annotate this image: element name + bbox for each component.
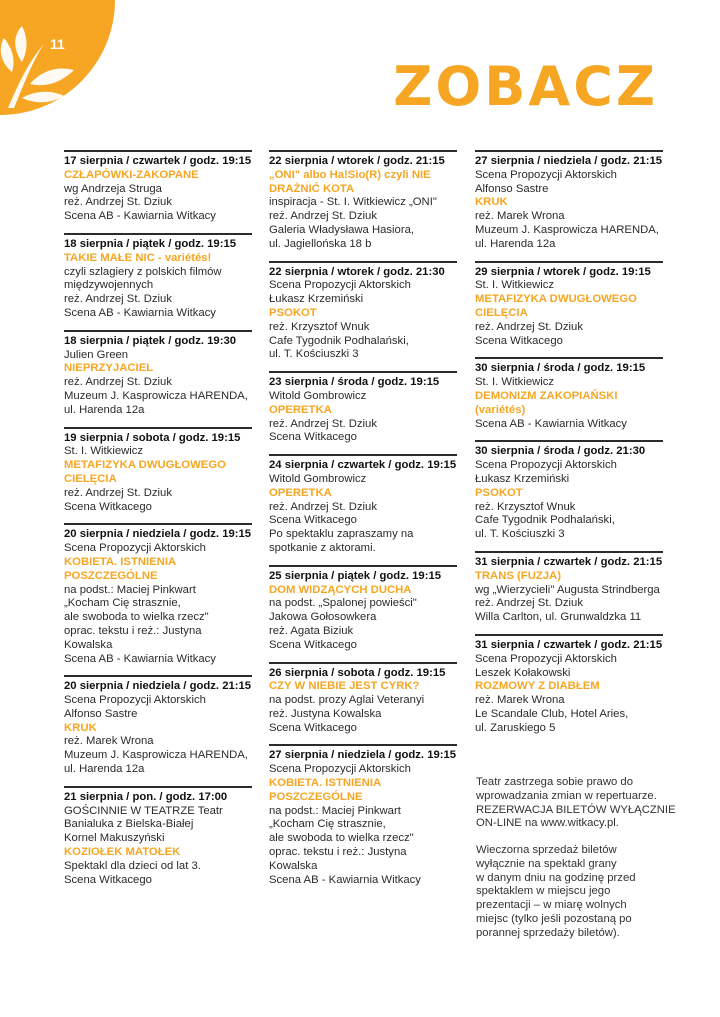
note-line: miejsc (tylko jeśli pozostaną po [476,912,632,925]
event-title: NIEPRZYJACIEL [64,362,154,375]
event-detail: wg Andrzeja Struga [64,182,162,195]
event-detail: reż. Justyna Kowalska [269,707,382,720]
event-detail: ul. Harenda 12a [64,403,145,416]
event-title: DRAŻNIĆ KOTA [269,182,355,195]
event-detail: Scena AB - Kawiarnia Witkacy [64,652,216,665]
event-detail: St. I. Witkiewicz [475,376,555,389]
event-detail: reż. Agata Biziuk [269,624,354,637]
event-date: 19 sierpnia / sobota / godz. 19:15 [64,431,241,444]
event-detail: inspiracja - St. I. Witkiewicz „ONI" [269,196,437,209]
event-detail: reż. Andrzej St. Dziuk [475,320,583,333]
event-detail: Scena Witkacego [269,514,357,527]
event-detail: ale swoboda to wielka rzecz" [64,611,209,624]
event-date: 25 sierpnia / piątek / godz. 19:15 [269,569,442,582]
event-date: 27 sierpnia / niedziela / godz. 19:15 [269,749,457,762]
event-detail: Kowalska [269,859,318,872]
event-detail: Scena AB - Kawiarnia Witkacy [269,873,421,886]
event-detail: Scena Propozycji Aktorskich [269,763,411,776]
event-detail: Łukasz Krzemiński [475,472,570,485]
note-line: prezentacji – w miarę wolnych [476,899,627,912]
event-detail: na podst.: Maciej Pinkwart [269,804,401,817]
event-detail: Willa Carlton, ul. Grunwaldzka 11 [475,611,642,624]
event-title: METAFIZYKA DWUGŁOWEGO [475,293,637,306]
event-entry [475,261,663,349]
event-detail: wg „Wierzycieli" Augusta Strindberga [475,583,660,596]
event-date: 26 sierpnia / sobota / godz. 19:15 [269,666,446,679]
event-date: 22 sierpnia / wtorek / godz. 21:30 [269,265,445,278]
event-title: TRANS (FUZJA) [475,569,561,582]
event-detail: Le Scandale Club, Hotel Aries, [475,707,629,720]
note-line: REZERWACJA BILETÓW WYŁĄCZNIE [476,803,676,816]
event-detail: reż. Andrzej St. Dziuk [64,293,172,306]
event-title: CIELĘCIA [475,306,528,319]
event-title: KOZIOŁEK MATOŁEK [64,846,181,859]
event-date: 30 sierpnia / środa / godz. 19:15 [475,362,646,375]
event-detail: Cafe Tygodnik Podhalański, [269,334,409,347]
event-detail: reż. Marek Wrona [475,210,565,223]
event-detail: Jakowa Gołosowkera [269,611,377,624]
event-detail: reż. Marek Wrona [64,735,154,748]
event-entry [64,523,252,666]
event-date: 18 sierpnia / piątek / godz. 19:15 [64,237,237,250]
event-entry [64,150,252,224]
event-detail: Alfonso Sastre [64,707,138,720]
event-date: 18 sierpnia / piątek / godz. 19:30 [64,334,237,347]
event-detail: Cafe Tygodnik Podhalański, [475,514,615,527]
event-title: OPERETKA [269,486,332,499]
event-detail: Alfonso Sastre [475,182,549,195]
event-detail: Scena Propozycji Aktorskich [475,652,617,665]
note-line: wyłącznie na spektakl grany [476,857,617,870]
event-detail: na podst.: Maciej Pinkwart [64,583,196,596]
event-title: KRUK [475,196,508,209]
event-detail: Witold Gombrowicz [269,472,367,485]
event-detail: spotkanie z aktorami. [269,541,376,554]
note-line: Teatr zastrzega sobie prawo do [476,776,633,788]
event-detail: Scena AB - Kawiarnia Witkacy [64,210,216,223]
event-detail: Scena Propozycji Aktorskich [64,542,206,555]
event-date: 21 sierpnia / pon. / godz. 17:00 [64,790,228,803]
event-detail: reż. Andrzej St. Dziuk [64,376,172,389]
event-title: ROZMOWY Z DIABŁEM [475,680,600,693]
event-entry [475,634,663,736]
event-title: DOM WIDZĄCYCH DUCHA [269,583,412,596]
event-entry [64,675,252,777]
event-detail: Scena Witkacego [475,334,563,347]
event-entry [269,565,457,653]
event-entry [475,357,663,431]
note-line: porannej sprzedaży biletów). [476,926,620,939]
event-title: POSZCZEGÓLNE [64,569,158,582]
event-entry [64,786,252,888]
note-line: wprowadzania zmian w repertuarze. [476,789,657,802]
event-date: 24 sierpnia / czwartek / godz. 19:15 [269,459,457,472]
event-detail: Leszek Kołakowski [475,666,571,679]
event-detail: na podst. „Spalonej powieści" [269,597,417,610]
event-entry [475,551,663,625]
event-detail: Scena Propozycji Aktorskich [475,168,617,181]
page-number: 11 [50,36,65,52]
note-line: Wieczorna sprzedaż biletów [476,844,617,856]
event-detail: Scena Propozycji Aktorskich [475,459,617,472]
schedule-column-2 [269,150,457,896]
event-entry [64,427,252,515]
event-date: 20 sierpnia / niedziela / godz. 19:15 [64,528,252,541]
event-title: CZŁAPÓWKI-ZAKOPANE [64,168,199,181]
event-detail: Witold Gombrowicz [269,389,367,402]
event-detail: międzywojennych [64,279,154,292]
event-detail: „Kocham Cię strasznie, [64,597,181,610]
event-title: CZY W NIEBIE JEST CYRK? [269,680,420,693]
event-title: TAKIE MAŁE NIC - variétés! [64,251,212,264]
event-detail: Scena Witkacego [269,431,357,444]
event-detail: Scena Witkacego [64,873,152,886]
event-detail: Scena AB - Kawiarnia Witkacy [475,417,627,430]
event-date: 17 sierpnia / czwartek / godz. 19:15 [64,155,252,167]
event-detail: Scena Witkacego [269,721,357,734]
event-detail: Scena Propozycji Aktorskich [64,694,206,707]
event-date: 23 sierpnia / środa / godz. 19:15 [269,376,440,389]
event-detail: Julien Green [64,348,129,361]
event-detail: St. I. Witkiewicz [475,279,555,292]
ticket-sales-note [476,844,676,941]
event-detail: ul. T. Kościuszki 3 [269,348,359,361]
event-entry [64,330,252,418]
event-entry [269,744,457,887]
event-detail: „Kocham Cię strasznie, [269,818,386,831]
event-title: (variétés) [475,403,526,416]
event-detail: ul. Harenda 12a [475,237,556,250]
event-date: 27 sierpnia / niedziela / godz. 21:15 [475,155,663,167]
event-detail: reż. Andrzej St. Dziuk [269,417,377,430]
event-detail: oprac. tekstu i reż.: Justyna [269,846,407,859]
event-entry [269,454,457,556]
event-detail: Kornel Makuszyński [64,832,165,845]
event-detail: Muzeum J. Kasprowicza HARENDA, [64,389,248,402]
event-detail: reż. Krzysztof Wnuk [269,320,370,333]
event-title: OPERETKA [269,403,332,416]
event-date: 20 sierpnia / niedziela / godz. 21:15 [64,680,252,693]
event-detail: Scena Witkacego [64,500,152,513]
event-detail: Muzeum J. Kasprowicza HARENDA, [64,749,248,762]
event-detail: Muzeum J. Kasprowicza HARENDA, [475,223,659,236]
event-detail: Galeria Władysława Hasiora, [269,223,415,236]
event-detail: oprac. tekstu i reż.: Justyna [64,624,202,637]
event-detail: reż. Andrzej St. Dziuk [64,486,172,499]
event-title: PSOKOT [269,306,317,319]
note-line: w danym dniu na godzinę przed [476,871,636,884]
event-entry [269,261,457,363]
event-title: CIELĘCIA [64,472,117,485]
note-line: ON-LINE na www.witkacy.pl. [476,817,619,830]
page-title: ZOBACZ [393,55,658,118]
event-entry [475,150,663,252]
event-detail: GOŚCINNIE W TEATRZE Teatr [64,804,223,817]
event-detail: Po spektaklu zapraszamy na [269,528,414,541]
event-detail: Scena AB - Kawiarnia Witkacy [64,306,216,319]
event-detail: reż. Marek Wrona [475,694,565,707]
event-title: METAFIZYKA DWUGŁOWEGO [64,459,226,472]
event-date: 22 sierpnia / wtorek / godz. 21:15 [269,155,445,167]
event-date: 29 sierpnia / wtorek / godz. 19:15 [475,265,651,278]
event-date: 31 sierpnia / czwartek / godz. 21:15 [475,638,663,651]
event-entry [269,371,457,445]
event-title: KOBIETA. ISTNIENIA [64,555,177,568]
event-detail: ale swoboda to wielka rzecz" [269,832,414,845]
event-detail: Łukasz Krzemiński [269,293,364,306]
event-date: 31 sierpnia / czwartek / godz. 21:15 [475,555,663,568]
event-detail: na podst. prozy Aglai Veteranyi [269,694,425,707]
event-detail: reż. Krzysztof Wnuk [475,500,576,513]
event-detail: Spektakl dla dzieci od lat 3. [64,859,201,872]
event-detail: Banialuka z Bielska-Białej [64,818,194,831]
event-title: KRUK [64,721,97,734]
event-detail: ul. Zaruskiego 5 [475,721,556,734]
event-title: POSZCZEGÓLNE [269,790,363,803]
corner-decoration [0,0,115,115]
event-entry [475,440,663,542]
schedule-column-1 [64,150,252,896]
event-title: KOBIETA. ISTNIENIA [269,777,382,790]
event-title: „ONI" albo Ha!Sio(R) czyli NIE [269,168,431,181]
event-detail: ul. Jagiellońska 18 b [269,237,372,250]
event-entry [269,662,457,736]
event-detail: Scena Witkacego [269,638,357,651]
event-date: 30 sierpnia / środa / godz. 21:30 [475,445,646,458]
schedule-column-3 [475,150,663,744]
event-detail: ul. T. Kościuszki 3 [475,528,565,541]
repertoire-note [476,776,676,831]
event-detail: reż. Andrzej St. Dziuk [269,210,377,223]
event-entry [269,150,457,252]
event-detail: Kowalska [64,638,113,651]
event-detail: ul. Harenda 12a [64,763,145,776]
event-detail: reż. Andrzej St. Dziuk [269,500,377,513]
event-detail: czyli szlagiery z polskich filmów [64,265,222,278]
event-entry [64,233,252,321]
note-line: spektaklem w miejscu jego [476,885,611,898]
event-detail: reż. Andrzej St. Dziuk [475,597,583,610]
event-title: PSOKOT [475,486,523,499]
event-title: DEMONIZM ZAKOPIAŃSKI [475,389,618,402]
event-detail: Scena Propozycji Aktorskich [269,279,411,292]
event-detail: St. I. Witkiewicz [64,445,144,458]
event-detail: reż. Andrzej St. Dziuk [64,196,172,209]
